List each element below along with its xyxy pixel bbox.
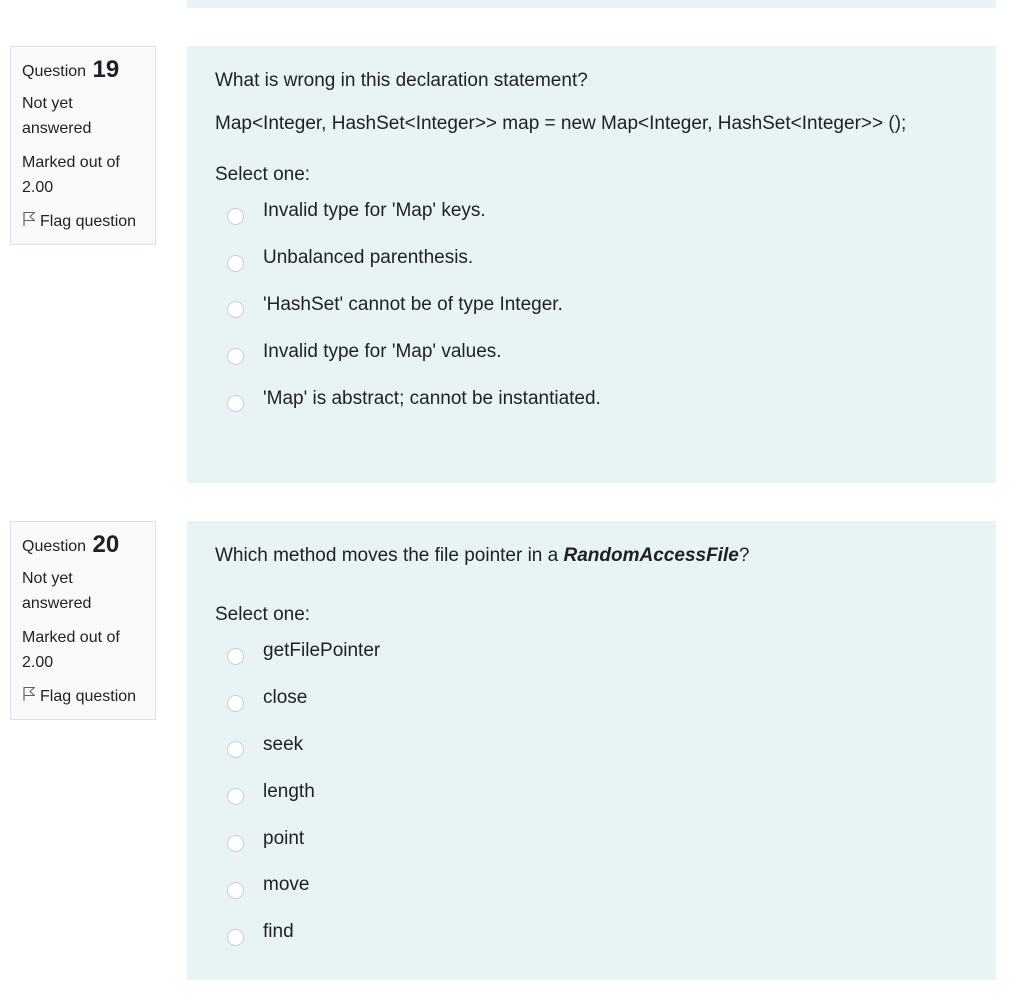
answer-option-label: Invalid type for 'Map' keys.	[263, 200, 486, 222]
flag-outline-icon	[22, 686, 36, 702]
question-state: Not yet answered	[22, 95, 92, 137]
flag-question-link[interactable]	[22, 209, 144, 234]
answer-option[interactable]	[227, 728, 968, 775]
answer-option-label: length	[263, 780, 315, 802]
answer-option[interactable]	[227, 634, 968, 681]
question-number: 19	[92, 56, 120, 83]
question-grade: Marked out of 2.00	[22, 629, 120, 671]
answer-option[interactable]	[227, 288, 968, 335]
answer-option-label: point	[263, 827, 305, 849]
answer-option[interactable]	[227, 334, 968, 381]
radio-unchecked-icon[interactable]	[227, 648, 244, 665]
answer-option[interactable]	[227, 194, 968, 241]
answer-option[interactable]	[227, 774, 968, 821]
radio-unchecked-icon[interactable]	[227, 835, 244, 852]
answer-option-label: Unbalanced parenthesis.	[263, 247, 474, 269]
radio-unchecked-icon[interactable]	[227, 348, 244, 365]
select-one-prompt: Select one:	[215, 164, 311, 185]
answer-option[interactable]	[227, 915, 968, 962]
answer-option-label: move	[263, 874, 310, 896]
radio-unchecked-icon[interactable]	[227, 208, 244, 225]
flag-question-label: Flag question	[40, 213, 137, 230]
answer-options	[215, 634, 968, 962]
answer-option-label: find	[263, 921, 294, 943]
radio-unchecked-icon[interactable]	[227, 741, 244, 758]
question-label: Question	[22, 63, 87, 80]
question-number-heading	[22, 531, 144, 558]
radio-unchecked-icon[interactable]	[227, 301, 244, 318]
flag-outline-icon	[22, 211, 36, 227]
answer-option-label: close	[263, 687, 308, 709]
answer-option[interactable]	[227, 868, 968, 915]
radio-unchecked-icon[interactable]	[227, 255, 244, 272]
question-number-heading	[22, 56, 144, 83]
previous-question-formulation-tail	[187, 0, 996, 8]
question-text	[215, 539, 968, 572]
question-info-19	[10, 46, 156, 245]
question-text-line: What is wrong in this declaration statement?	[215, 70, 588, 91]
question-text	[215, 64, 968, 140]
answer-option-label: 'HashSet' cannot be of type Integer.	[263, 293, 563, 315]
answer-option-label: seek	[263, 733, 304, 755]
question-text-emphasis: RandomAccessFile	[563, 545, 739, 566]
question-code-line: Map<Integer, HashSet<Integer>> map = new Map<Integer, HashSet<Integer>> ();	[215, 113, 907, 134]
radio-unchecked-icon[interactable]	[227, 929, 244, 946]
question-formulation-19	[187, 46, 996, 483]
answer-option-label: 'Map' is abstract; cannot be instantiated.	[263, 387, 601, 409]
question-text-end: ?	[738, 545, 750, 566]
radio-unchecked-icon[interactable]	[227, 695, 244, 712]
answer-option-label: getFilePointer	[263, 640, 381, 662]
question-state: Not yet answered	[22, 570, 92, 612]
question-grade: Marked out of 2.00	[22, 154, 120, 196]
answer-option-label: Invalid type for 'Map' values.	[263, 340, 502, 362]
question-formulation-20	[187, 521, 996, 980]
question-number: 20	[92, 531, 120, 558]
flag-question-label: Flag question	[40, 688, 137, 705]
answer-option[interactable]	[227, 381, 968, 428]
question-text-start: Which method moves the file pointer in a	[215, 545, 564, 566]
select-one-prompt: Select one:	[215, 604, 311, 625]
radio-unchecked-icon[interactable]	[227, 882, 244, 899]
question-label: Question	[22, 538, 87, 555]
answer-option[interactable]	[227, 681, 968, 728]
answer-options	[215, 194, 968, 428]
radio-unchecked-icon[interactable]	[227, 395, 244, 412]
radio-unchecked-icon[interactable]	[227, 788, 244, 805]
answer-option[interactable]	[227, 241, 968, 288]
flag-question-link[interactable]	[22, 684, 144, 709]
question-info-20	[10, 521, 156, 720]
answer-option[interactable]	[227, 821, 968, 868]
